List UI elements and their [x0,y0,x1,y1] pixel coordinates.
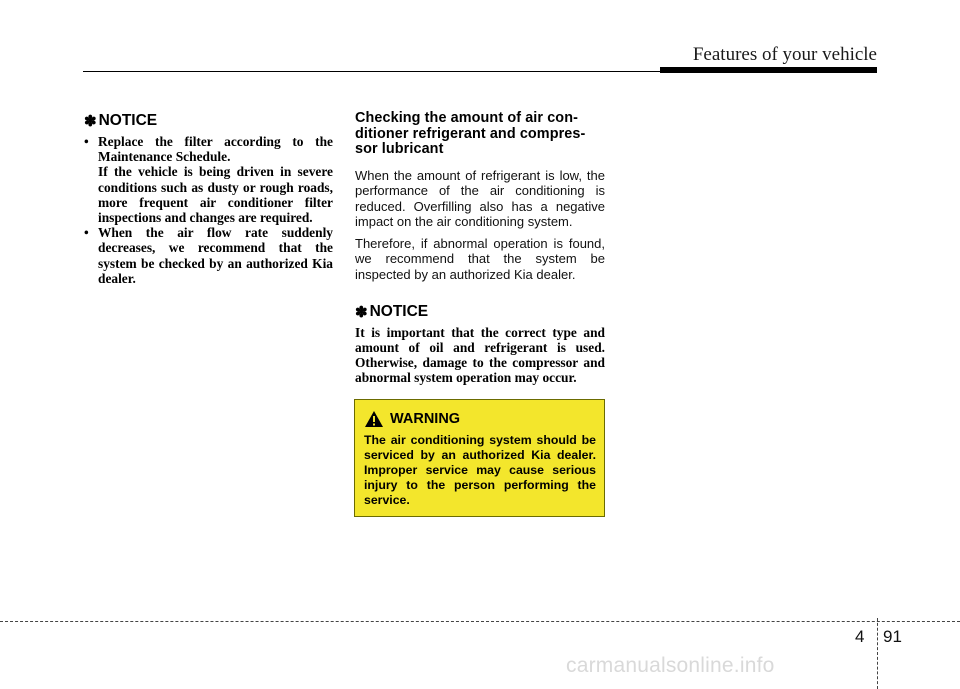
footer-page-divider [877,618,878,689]
notice-bullet [84,134,333,225]
notice-heading-text: NOTICE [98,112,158,129]
notice-heading [355,303,605,321]
mid-notice [355,303,605,386]
body-paragraph: When the amount of refrigerant is low, the performance of the air conditioning is reduced. Overfilling also has a negative impact on the air conditioning system. [355,167,605,230]
warning-box [354,399,605,517]
body-paragraph: Therefore, if abnormal operation is found, we recommend that the system be inspected by an authorized Kia dealer. [355,235,605,283]
left-notice [84,112,333,286]
notice-heading-text: NOTICE [369,302,429,320]
notice-star-icon: ✽ [84,113,97,130]
warning-triangle-icon [364,410,384,428]
warning-header [364,410,596,428]
warning-title: WARNING [390,411,461,427]
running-header: Features of your vehicle [692,44,877,65]
notice-star-icon: ✽ [355,303,368,321]
notice-body [84,134,333,286]
section-title-line: Checking the amount of air con- [355,110,578,126]
notice-bullet [84,225,333,286]
bullet-text: Replace the filter according to the Maintenance Schedule. [98,134,333,165]
warning-text: The air conditioning system should be serviced by an authorized Kia dealer. Improper service may cause serious injury to the person performing the service. [364,433,596,507]
bullet-text: If the vehicle is being driven in severe conditions such as dusty or rough roads, more frequent air conditioner filter inspections and changes are required. [98,164,333,226]
bullet-dot: • [84,134,89,149]
bullet-dot: • [84,225,89,241]
bullet-text: When the air flow rate suddenly decreases, we recommend that the system be checked by an authorized Kia dealer. [98,225,333,286]
header-rule [83,71,663,72]
section-title [355,111,605,158]
middle-column [355,111,605,385]
footer-divider [0,621,960,622]
watermark: carmanualsonline.info [566,654,775,677]
section-title-line: ditioner refrigerant and compres- [355,125,586,142]
page-number: 91 [883,627,902,646]
notice-heading [84,112,333,130]
chapter-number: 4 [855,627,865,646]
header-rule-accent [660,67,877,73]
notice-text: It is important that the correct type and amount of oil and refrigerant is used. Otherwise, damage to the compressor and abnormal system operation may occur. [355,324,605,386]
section-title-line: sor lubricant [355,141,444,157]
